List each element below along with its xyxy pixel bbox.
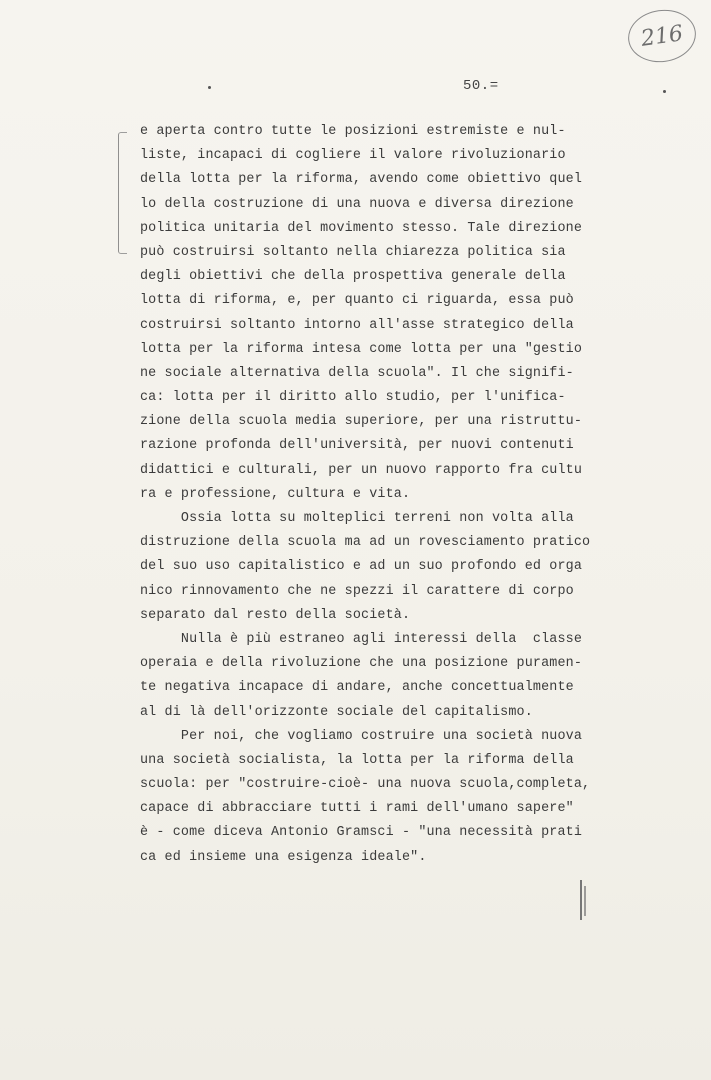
text-line: Per noi, che vogliamo costruire una società nuova	[140, 728, 583, 744]
margin-bracket-mark	[118, 132, 127, 254]
text-line: lotta per la riforma intesa come lotta per una "gestio	[140, 341, 583, 357]
body-text	[140, 120, 610, 870]
text-line: scuola: per "costruire-cioè- una nuova scuola,completa,	[140, 777, 591, 793]
text-line: lotta di riforma, e, per quanto ci riguarda, essa può	[140, 293, 574, 309]
page-number: 50.=	[463, 78, 499, 94]
text-line: liste, incapaci di cogliere il valore rivoluzionario	[140, 148, 566, 164]
text-line: costruirsi soltanto intorno all'asse strategico della	[140, 317, 574, 333]
text-line: zione della scuola media superiore, per una ristruttu-	[140, 414, 583, 430]
archive-number: 216	[639, 20, 685, 52]
text-line: te negativa incapace di andare, anche concettualmente	[140, 680, 574, 696]
paper-speck	[663, 90, 666, 93]
paper-speck	[208, 86, 211, 89]
text-line: del suo uso capitalistico e ad un suo profondo ed orga	[140, 559, 583, 575]
text-line: è - come diceva Antonio Gramsci - "una necessità prati	[140, 825, 583, 841]
text-line: Ossia lotta su molteplici terreni non volta alla	[140, 511, 574, 526]
pen-mark	[584, 886, 586, 916]
text-line: ne sociale alternativa della scuola". Il che signifi-	[140, 365, 574, 381]
text-line: ca: lotta per il diritto allo studio, per l'unifica-	[140, 390, 566, 406]
text-line: degli obiettivi che della prospettiva generale della	[140, 269, 566, 285]
text-line: una società socialista, la lotta per la riforma della	[140, 752, 574, 768]
text-line: ra e professione, cultura e vita.	[140, 486, 411, 502]
text-line: distruzione della scuola ma ad un rovesciamento pratico	[140, 535, 591, 551]
text-line: operaia e della rivoluzione che una posizione puramen-	[140, 656, 583, 672]
text-line: ca ed insieme una esigenza ideale".	[140, 849, 427, 865]
text-line: separato dal resto della società.	[140, 607, 411, 623]
text-line: capace di abbracciare tutti i rami dell'umano sapere"	[140, 801, 574, 817]
text-line: nico rinnovamento che ne spezzi il carattere di corpo	[140, 583, 574, 599]
text-line: e aperta contro tutte le posizioni estremiste e nul-	[140, 124, 566, 139]
text-line: può costruirsi soltanto nella chiarezza politica sia	[140, 244, 566, 260]
text-line: della lotta per la riforma, avendo come obiettivo quel	[140, 172, 583, 188]
text-line: politica unitaria del movimento stesso. Tale direzione	[140, 220, 583, 236]
text-line: lo della costruzione di una nuova e diversa direzione	[140, 196, 574, 212]
text-line: Nulla è più estraneo agli interessi della classe	[140, 631, 583, 647]
pen-mark	[580, 880, 582, 920]
text-line: al di là dell'orizzonte sociale del capitalismo.	[140, 704, 533, 720]
text-line: didattici e culturali, per un nuovo rapporto fra cultu	[140, 462, 583, 478]
text-line: razione profonda dell'università, per nuovi contenuti	[140, 438, 574, 454]
archive-number-stamp	[625, 6, 700, 67]
